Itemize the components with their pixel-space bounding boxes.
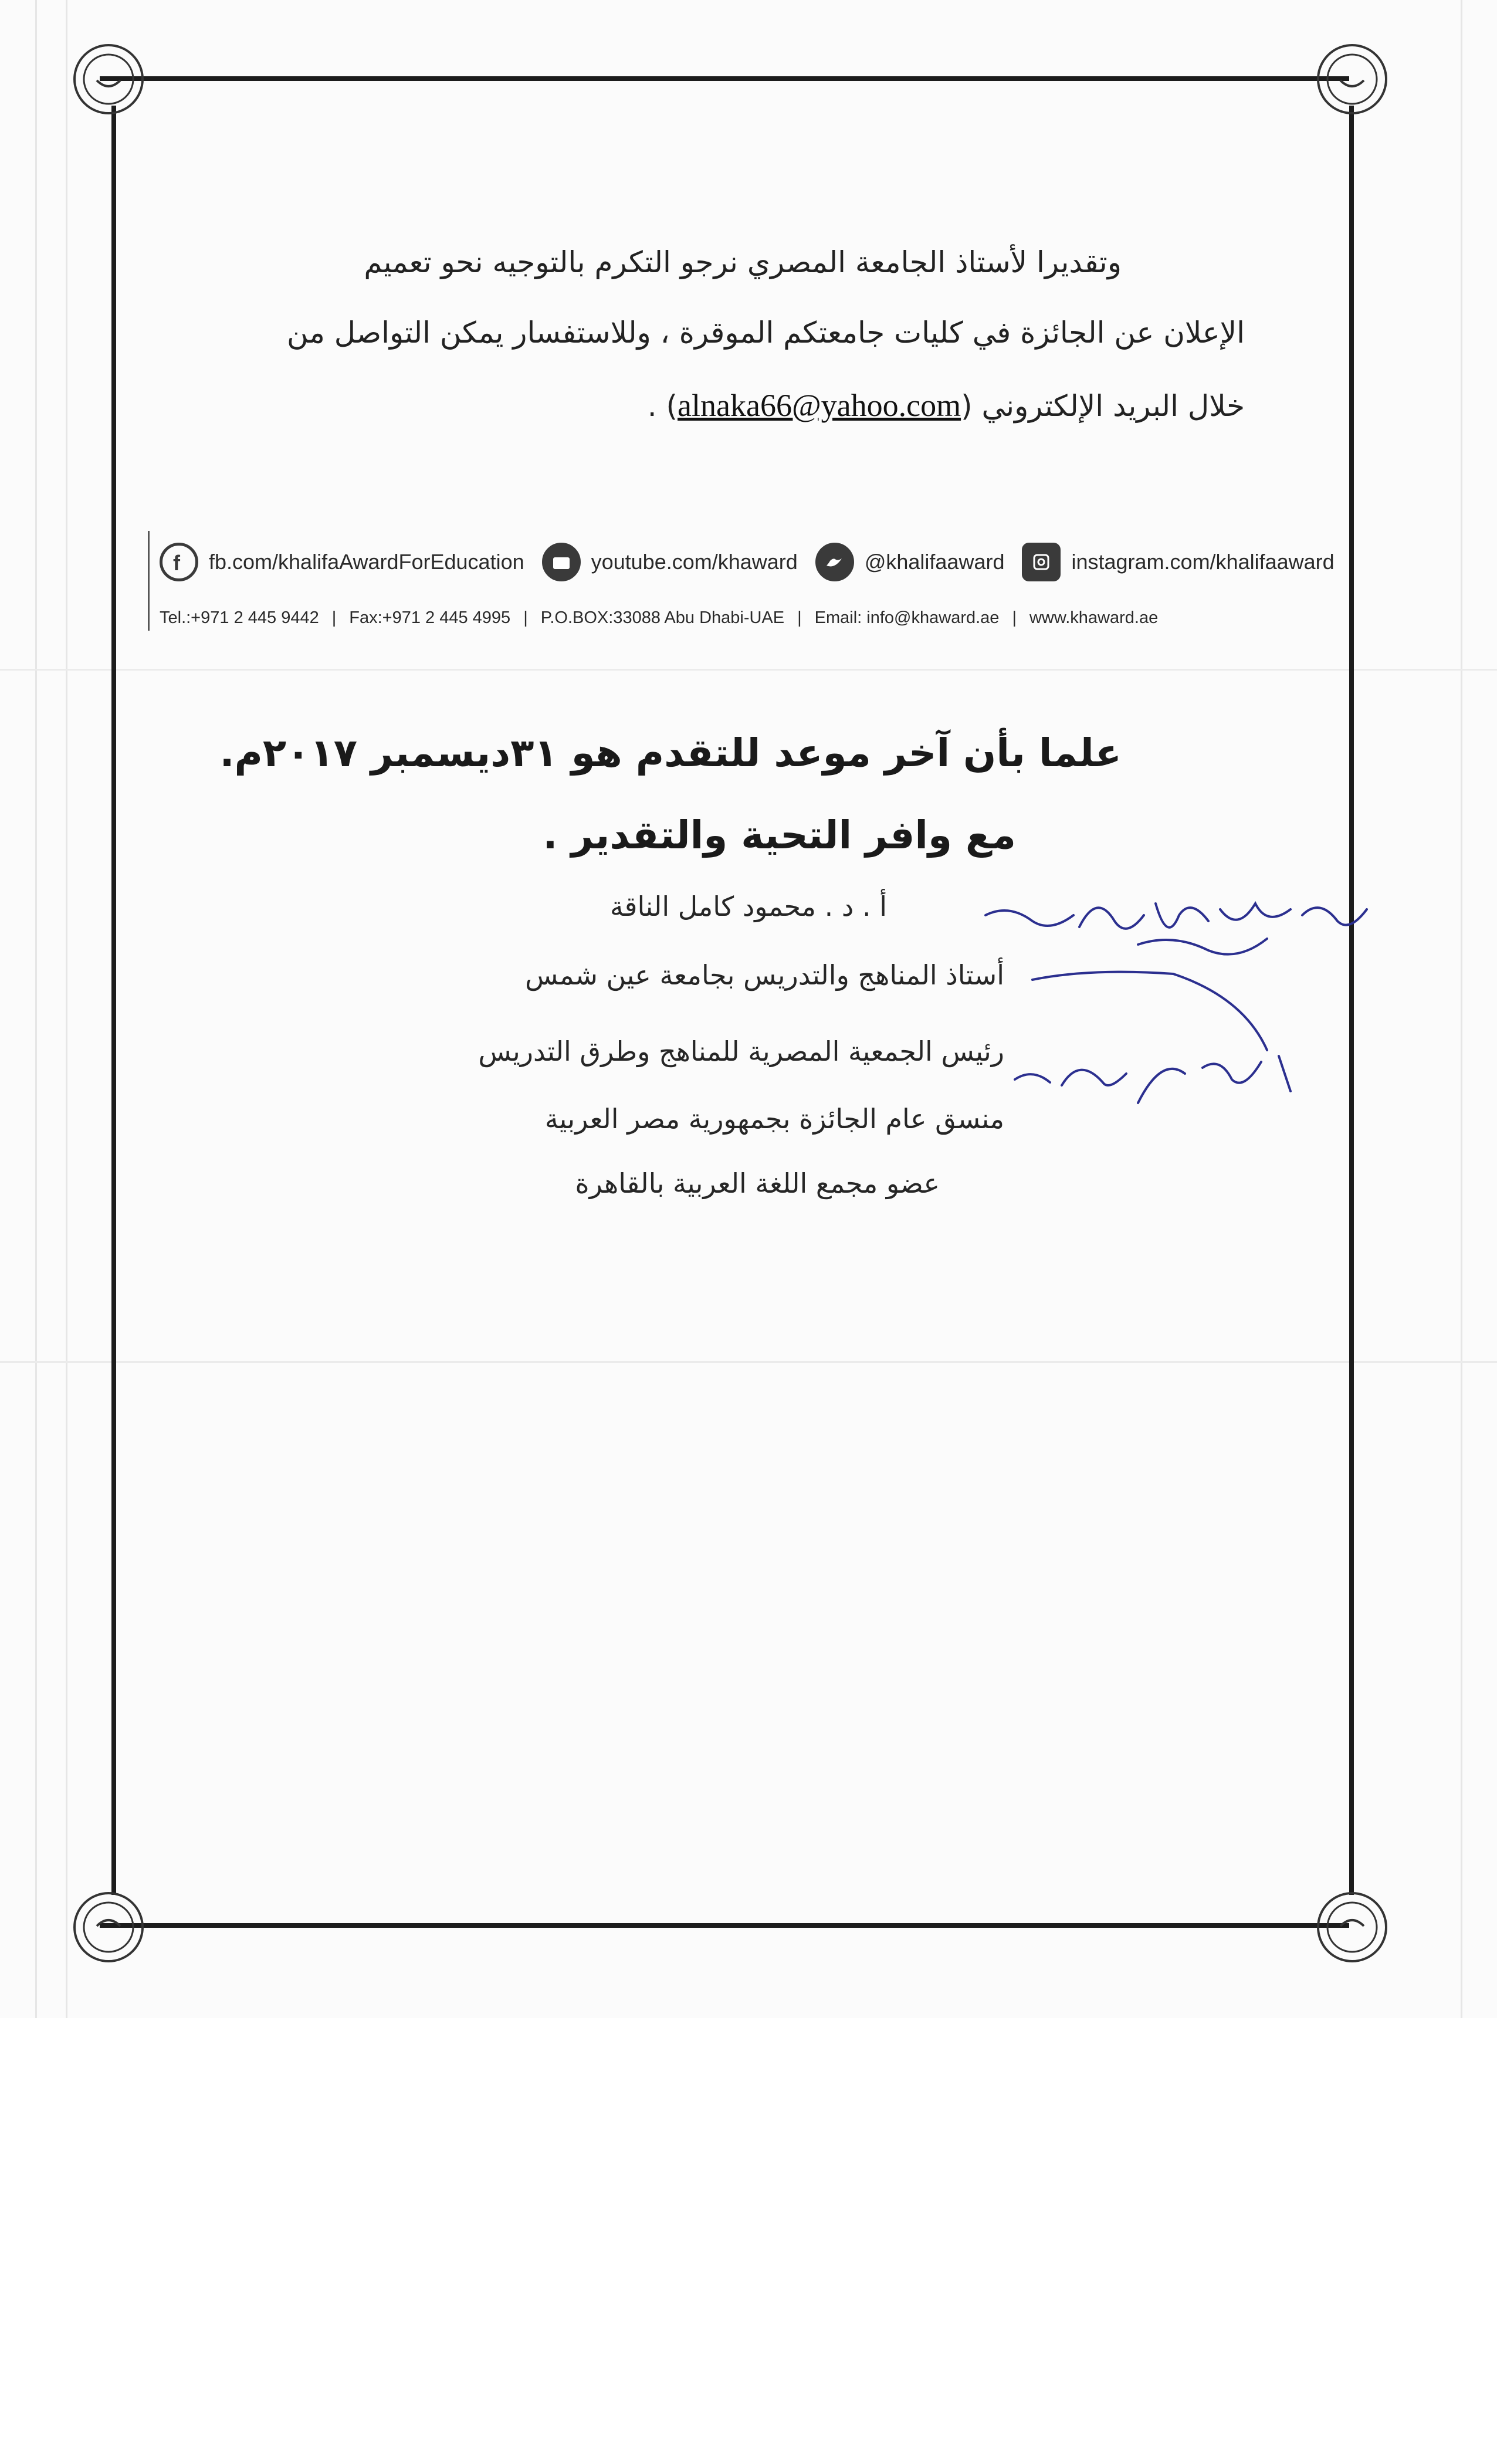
footer-tel: Tel.:+971 2 445 9442 <box>160 608 319 627</box>
instagram-icon <box>1022 543 1061 581</box>
footer-social-row <box>160 543 1352 581</box>
corner-ornament-icon <box>67 1886 150 1968</box>
corner-ornament-icon <box>1311 38 1393 120</box>
facebook-icon <box>160 543 198 581</box>
fold-line <box>1461 0 1462 2018</box>
signatory-title: رئيس الجمعية المصرية للمناهج وطرق التدريس <box>478 1035 1004 1067</box>
social-link-text: youtube.com/khaward <box>591 550 798 574</box>
signatory-title: عضو مجمع اللغة العربية بالقاهرة <box>575 1167 940 1199</box>
fold-line <box>0 1361 1497 1363</box>
social-item-instagram[interactable] <box>1022 543 1334 581</box>
footer-separator: | <box>331 608 337 627</box>
email-link[interactable]: alnaka66@yahoo.com <box>678 388 961 423</box>
frame-border-left <box>111 106 116 1895</box>
fold-line <box>0 669 1497 671</box>
fold-line <box>66 0 67 2018</box>
footer-separator: | <box>1012 608 1017 627</box>
signatory-name: أ . د . محمود كامل الناقة <box>609 891 887 922</box>
closing-regards: مع وافر التحية والتقدير . <box>543 813 1016 858</box>
social-item-youtube[interactable] <box>542 543 798 581</box>
footer-fax: Fax:+971 2 445 4995 <box>349 608 511 627</box>
footer-website[interactable]: www.khaward.ae <box>1029 608 1159 627</box>
deadline-statement: علما بأن آخر موعد للتقدم هو ٣١ديسمبر ٢٠١٧م. <box>219 730 1122 776</box>
footer-contact-row <box>160 608 1158 628</box>
signatory-title: أستاذ المناهج والتدريس بجامعة عين شمس <box>525 959 1004 991</box>
footer-pobox: P.O.BOX:33088 Abu Dhabi-UAE <box>540 608 785 627</box>
intro-line-suffix: ) . <box>647 389 678 423</box>
frame-border-top <box>100 76 1349 81</box>
social-item-facebook[interactable] <box>160 543 524 581</box>
corner-ornament-icon <box>1311 1886 1393 1968</box>
intro-line-email <box>648 387 1245 424</box>
social-item-twitter[interactable] <box>815 543 1005 581</box>
signatory-title: منسق عام الجائزة بجمهورية مصر العربية <box>544 1103 1004 1135</box>
footer-divider <box>148 531 150 631</box>
youtube-icon <box>542 543 581 581</box>
handwritten-signature <box>962 880 1384 1126</box>
intro-line: وتقديرا لأستاذ الجامعة المصري نرجو التكرم بالتوجيه نحو تعميم <box>364 245 1122 279</box>
corner-ornament-icon <box>67 38 150 120</box>
footer-separator: | <box>523 608 528 627</box>
svg-text:f: f <box>173 551 180 575</box>
social-link-text: instagram.com/khalifaaward <box>1071 550 1335 574</box>
social-link-text: fb.com/khalifaAwardForEducation <box>209 550 524 574</box>
social-link-text: @khalifaaward <box>864 550 1005 574</box>
frame-border-bottom <box>100 1923 1349 1928</box>
footer-email[interactable]: Email: info@khaward.ae <box>814 608 1000 627</box>
intro-line: الإعلان عن الجائزة في كليات جامعتكم الموقرة ، وللاستفسار يمكن التواصل من <box>287 316 1245 350</box>
footer-separator: | <box>797 608 802 627</box>
intro-line-prefix: خلال البريد الإلكتروني ( <box>961 389 1245 423</box>
fold-line <box>35 0 37 2018</box>
twitter-icon <box>815 543 854 581</box>
